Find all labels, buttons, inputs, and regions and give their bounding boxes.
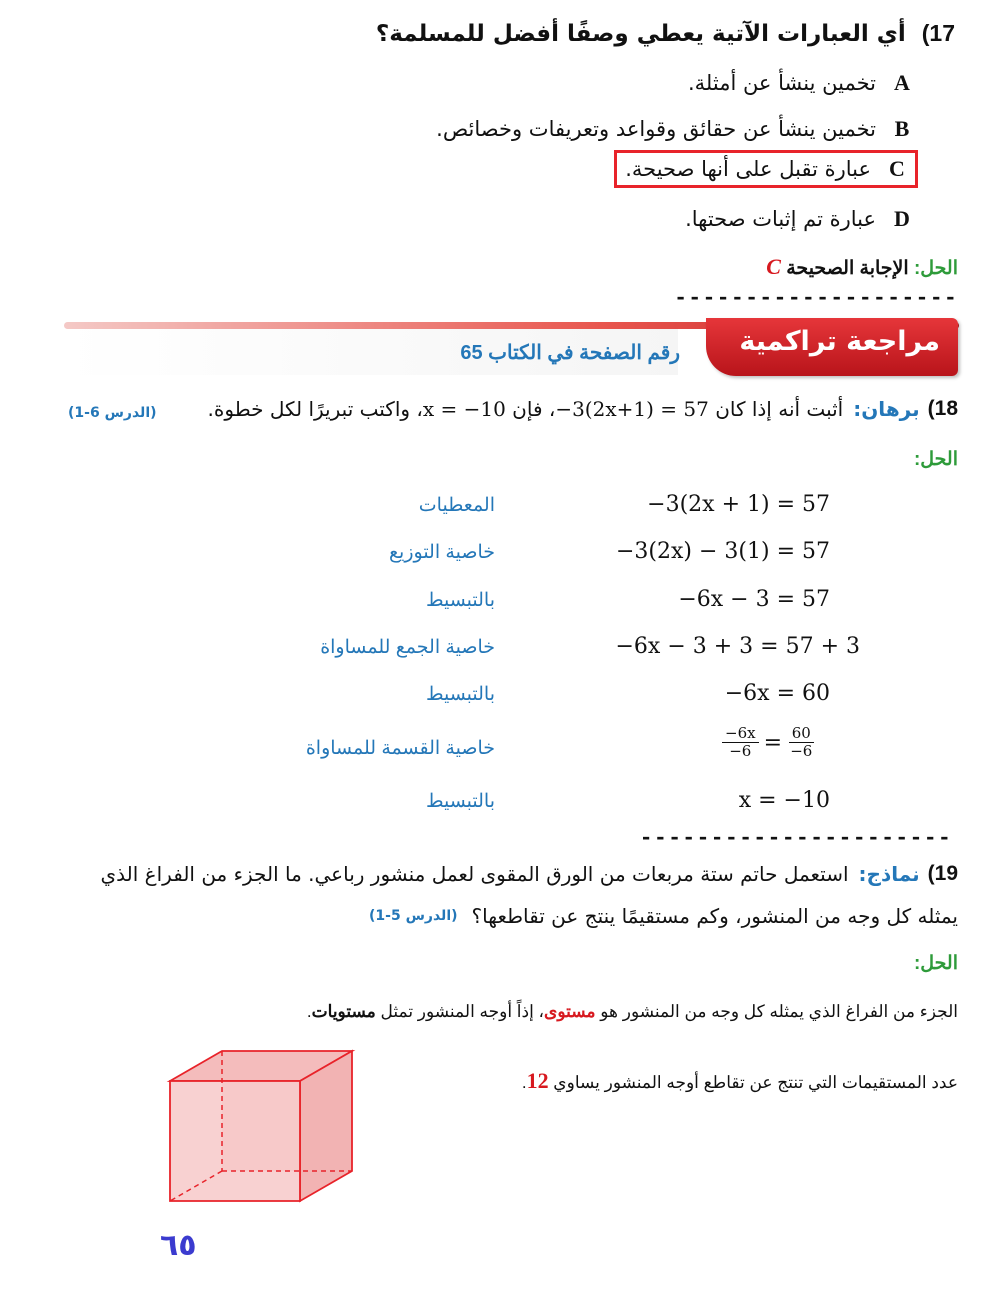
proof-step-reason: بالتبسيط [425,590,495,611]
denominator: −6 [790,742,813,761]
q17-solution [766,254,958,280]
numerator: −6x [722,725,759,743]
proof-step-reason: بالتبسيط [425,791,495,812]
q19-number: 19) [927,862,958,885]
q18-number: 18) [927,397,958,420]
q19-question-line1 [101,862,958,886]
q19-answer-planes: الجزء من الفراغ الذي يمثله كل وجه من المنشور هو مستوى، إذاً أوجه المنشور تمثل مستويات. [306,1002,958,1021]
q18-conclusion: x = −10 [422,397,506,421]
option-letter: C [889,156,905,181]
option-letter: D [894,206,910,231]
q17-option-d[interactable] [685,206,912,232]
proof-step-reason: المعطيات [418,495,495,516]
q17-number: 17) [921,20,955,46]
fraction-right [787,725,815,761]
proof-step-math: −3(2x + 1) = 57 [647,492,830,517]
q18-tag: برهان: [853,397,920,421]
proof-step-math: −6x − 3 = 57 [678,587,830,612]
q19-text-line1: استعمل حاتم ستة مربعات من الورق المقوى لعمل منشور رباعي. ما الجزء من الفراغ الذي [100,862,849,886]
q19-text-line2: يمثله كل وجه من المنشور، وكم مستقيمًا ينتج عن تقاطعها؟ [471,904,958,928]
q17-option-b[interactable] [436,116,912,142]
q17-question [376,20,955,47]
q17-option-c-selected[interactable] [614,150,918,188]
separator: -------------------- [673,286,958,311]
q18-text-before: أثبت أنه إذا كان [715,397,844,421]
separator: ---------------------- [639,826,952,851]
keyword-planes: مستويات [311,1002,376,1021]
proof-step-math: −6x − 3 + 3 = 57 + 3 [615,634,860,659]
option-text: تخمين ينشأ عن أمثلة. [687,71,876,95]
answer-number: 12 [526,1068,549,1093]
banner-subtitle: رقم الصفحة في الكتاب 65 [460,342,680,364]
option-text: عبارة تقبل على أنها صحيحة. [625,157,871,181]
numerator: 60 [789,725,814,743]
q19-question-line2 [369,904,958,928]
option-text: تخمين ينشأ عن حقائق وقواعد وتعريفات وخصائص. [436,117,876,141]
proof-step-reason: بالتبسيط [425,684,495,705]
fraction-left [722,725,759,761]
proof-step-reason: خاصية الجمع للمساواة [320,637,495,658]
solution-text: الإجابة الصحيحة [786,258,909,279]
solution-label: الحل: [913,258,958,279]
proof-step-math: −3(2x) − 3(1) = 57 [616,539,830,564]
q18-solution-label: الحل: [913,449,958,470]
keyword-plane: مستوى [544,1002,596,1021]
equals-sign: = [763,730,783,756]
proof-step-math: −6x = 60 [724,681,830,706]
cube-illustration [160,1040,360,1208]
option-text: عبارة تم إثبات صحتها. [685,207,876,231]
q18-text-middle: ، فإن [512,397,556,421]
q17-question-text: أي العبارات الآتية يعطي وصفًا أفضل للمسلمة؟ [375,21,906,47]
q18-equation: −3(2x+1) = 57 [555,397,709,421]
q19-solution-label: الحل: [913,953,958,974]
proof-step-reason: خاصية التوزيع [388,542,495,563]
q18-lesson-ref: (الدرس 6-1) [68,405,157,421]
q18-text-after: ، واكتب تبريرًا لكل خطوة. [207,397,423,421]
q17-option-a[interactable] [688,70,912,96]
page-number: ٦٥ [160,1228,197,1263]
option-letter: A [894,70,910,95]
proof-step-fraction [722,725,815,761]
q19-lesson-ref: (الدرس 5-1) [369,908,458,924]
cube-front-face [170,1081,300,1201]
option-letter: B [894,116,910,141]
solution-answer: C [766,254,781,279]
denominator: −6 [729,742,752,761]
q19-answer-lines: عدد المستقيمات التي تنتج عن تقاطع أوجه المنشور يساوي 12. [521,1068,958,1093]
q18-question [208,397,958,421]
q19-tag: نماذج: [858,862,920,886]
banner-title: مراجعة تراكمية [739,326,940,357]
proof-step-reason: خاصية القسمة للمساواة [305,738,495,759]
proof-step-math: x = −10 [738,788,830,813]
